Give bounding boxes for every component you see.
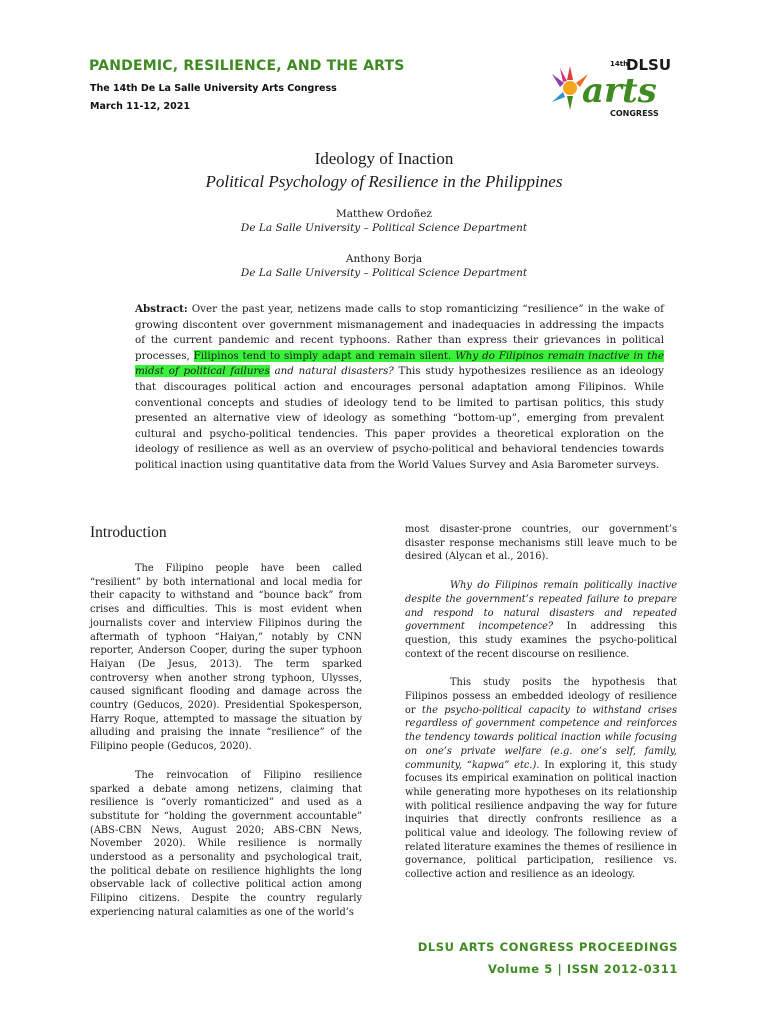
author-name: Matthew Ordoñez [336, 208, 432, 220]
paragraph: The reinvocation of Filipino resilience sparked a debate among netizens, claiming that resilience is “overly romanticized” and used as a substitute for “holding the government accountable” (ABS-CBN News, August 2020; ABS-CBN News, November 2020). While resilience is normally understood as a personality and psychological trait, the political debate on resilience highlights the long observable lack of collective political action among Filipino citizens. Despite the country regularly experiencing natural calamities as one of the world’s [90, 769, 362, 918]
abstract [135, 302, 664, 474]
logo-sub: CONGRESS [610, 109, 659, 118]
paper-subtitle: Political Psychology of Resilience in the Philippines [205, 172, 563, 191]
author-name: Anthony Borja [345, 253, 423, 265]
abstract-question-rest: and natural disasters? [269, 365, 394, 378]
logo-edition: 14th [610, 60, 629, 68]
author-affiliation: De La Salle University – Political Science Department [240, 222, 528, 234]
hypothesis-text: the psycho-political capacity to withstand crises regardless of government competence and reinforces the tendency towards political inaction while focusing on one’s private welfare (e.g. one’s self, family, community, “kapwa” etc.). [405, 704, 677, 771]
abstract-text: Over the past year, netizens made calls to stop romanticizing “resilience” in the wake of growing discontent over government mismanagement and inadequacies in addressing the impacts of the current pandemic and recent typhoons. Rather than express their grievances in political processes, [135, 303, 664, 362]
congress-date: March 11-12, 2021 [90, 101, 190, 112]
paper-title: Ideology of Inaction [314, 149, 454, 168]
paragraph-text: In exploring it, this study focuses its empirical examination on political inaction while generating more hypotheses on its relationship with political resilience andpaving the way for future inquiries that directly confronts resilience as a political value and ideology. The following review of related literature examines the themes of resilience in governance, political participation, resilience vs. collective action and resilience as an ideology. [405, 759, 677, 881]
logo-org: DLSU [626, 56, 671, 74]
paragraph-text: In addressing this question, this study examines the psycho-political context of the recent discourse on resilience. [405, 621, 677, 660]
footer-title: DLSU ARTS CONGRESS PROCEEDINGS [417, 940, 678, 954]
dlsu-arts-congress-logo [548, 52, 682, 124]
paragraph: The Filipino people have been called “resilient” by both international and local media for their capacity to withstand and “bounce back” from crises and difficulties. This is most evident when journalists cover and interview Filipinos during the aftermath of typhoon “Haiyan,” notably by CNN reporter, Anderson Cooper, during the super typhoon Haiyan (De Jesus, 2013). The term sparked controversy when another strong typhoon, Ulysses, caused significant flooding and damage across the country (Geducos, 2020). Presidential Spokesperson, Harry Roque, attempted to massage the situation by alluding and praising the innate “resilience” of the Filipino people (Geducos, 2020). [90, 563, 362, 753]
paragraph [405, 579, 677, 661]
right-column [405, 523, 677, 897]
congress-name: The 14th De La Salle University Arts Congress [90, 83, 337, 94]
left-column [90, 524, 362, 920]
abstract-label: Abstract: [135, 303, 188, 315]
section-heading: Introduction [90, 524, 167, 541]
author-affiliation: De La Salle University – Political Science Department [240, 267, 528, 279]
research-question: Why do Filipinos remain politically inactive despite the government’s repeated failure to prepare and respond to natural disasters and repeated government incompetence? [405, 580, 677, 633]
paragraph-text: This study posits the hypothesis that Filipinos possess an embedded ideology of resilience or [405, 677, 677, 716]
abstract-text: This study hypothesizes resilience as an ideology that discourages political action and encourages personal adaptation among Filipinos. While conventional concepts and studies of ideology tend to be limited to partisan politics, this study presented an alternative view of ideology as something “bottom-up”, emerging from prevalent cultural and psycho-political tendencies. This paper provides a theoretical exploration on the ideology of resilience as well as an overview of psycho-political and behavioral tendencies towards political inaction using quantitative data from the World Values Survey and Asia Barometer surveys. [135, 365, 664, 471]
header-title: PANDEMIC, RESILIENCE, AND THE ARTS [89, 58, 405, 74]
footer-volume: Volume 5 | ISSN 2012-0311 [487, 962, 678, 976]
highlighted-question: Why do Filipinos remain inactive in the midst of political failures [135, 349, 664, 378]
paragraph [405, 676, 677, 882]
logo-word: arts [582, 71, 657, 111]
highlighted-text: Filipinos tend to simply adapt and remain silent. [193, 349, 456, 362]
paragraph: most disaster-prone countries, our government’s disaster response mechanisms still leave much to be desired (Alycan et al., 2016). [405, 524, 677, 563]
